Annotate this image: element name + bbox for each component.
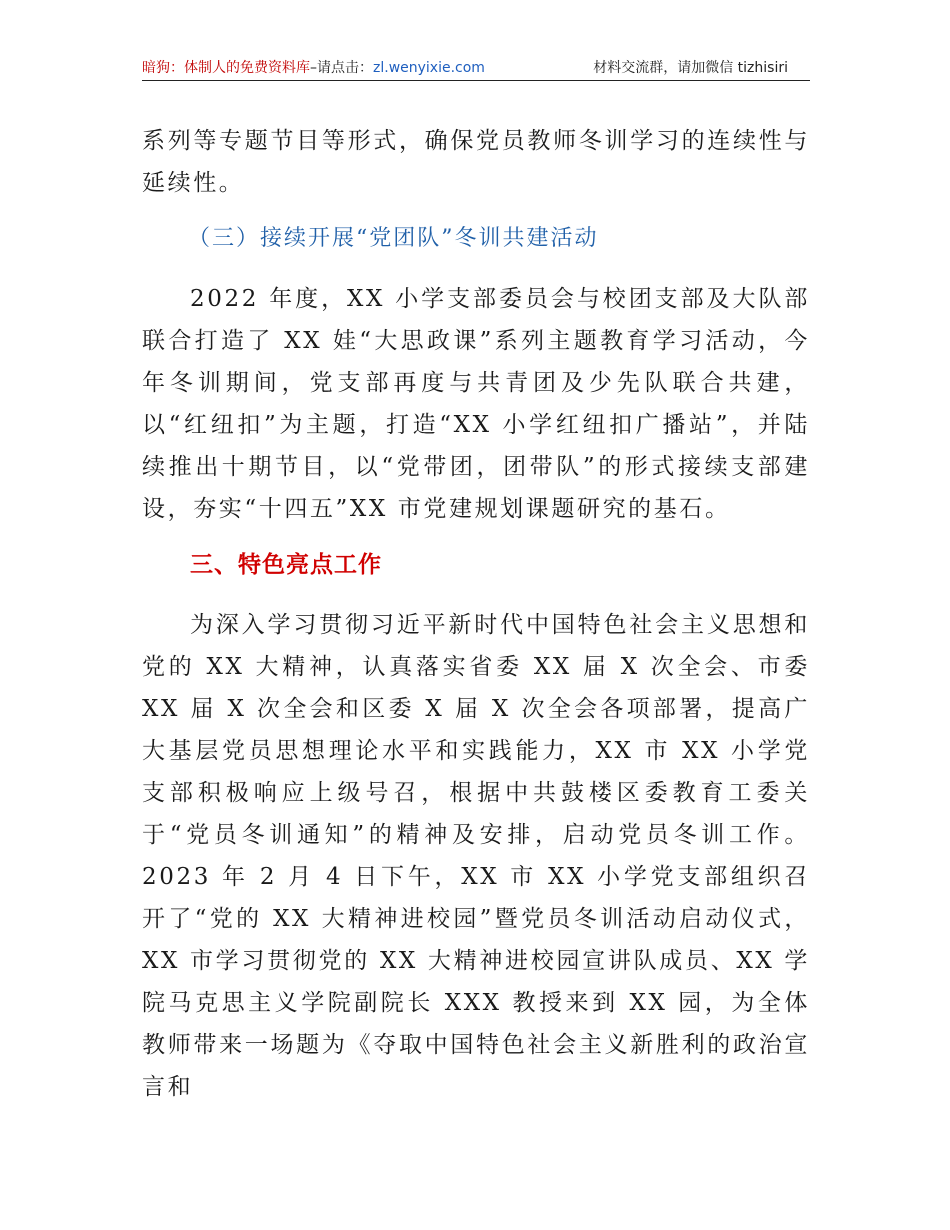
subsection-heading: （三）接续开展“党团队”冬训共建活动 <box>188 226 599 251</box>
header-brand: 暗狗：体制人的免费资料库 <box>142 60 310 76</box>
header-click-prompt: –请点击： <box>310 60 373 76</box>
header-url-link[interactable]: zl.wenyixie.com <box>373 60 485 76</box>
paragraph-joint-activity: 2022 年度，XX 小学支部委员会与校团支部及大队部联合打造了 XX 娃“大思政课”系列主题教育学习活动，今年冬训期间，党支部再度与共青团及少先队联合共建，以“红纽扣”为主题，打造“XX 小学红纽扣广播站”，并陆续推出十期节目，以“党带团，团带队”的形式接续支部建设，夯实“十四五”XX 市党建规划课题研究的基石。 <box>142 286 810 522</box>
section-heading: 三、特色亮点工作 <box>190 552 382 578</box>
document-body <box>142 120 810 1108</box>
page-header <box>142 56 810 81</box>
header-wechat-note: 材料交流群，请加微信 tizhisiri <box>593 60 788 76</box>
paragraph-continuation: 系列等专题节目等形式，确保党员教师冬训学习的连续性与延续性。 <box>142 128 810 196</box>
paragraph-highlights: 为深入学习贯彻习近平新时代中国特色社会主义思想和党的 XX 大精神，认真落实省委 XX 届 X 次全会、市委 XX 届 X 次全会和区委 X 届 X 次全会各项部署，提高广大基层党员思想理论水平和实践能力，XX 市 XX 小学党支部积极响应上级号召，根据中共鼓楼区委教育工委关于“党员冬训通知”的精神及安排，启动党员冬训工作。2023 年 2 月 4 日下午，XX 市 XX 小学党支部组织召开了“党的 XX 大精神进校园”暨党员冬训活动启动仪式，XX 市学习贯彻党的 XX 大精神进校园宣讲队成员、XX 学院马克思主义学院副院长 XXX 教授来到 XX 园，为全体教师带来一场题为《夺取中国特色社会主义新胜利的政治宣言和 <box>142 612 810 1100</box>
